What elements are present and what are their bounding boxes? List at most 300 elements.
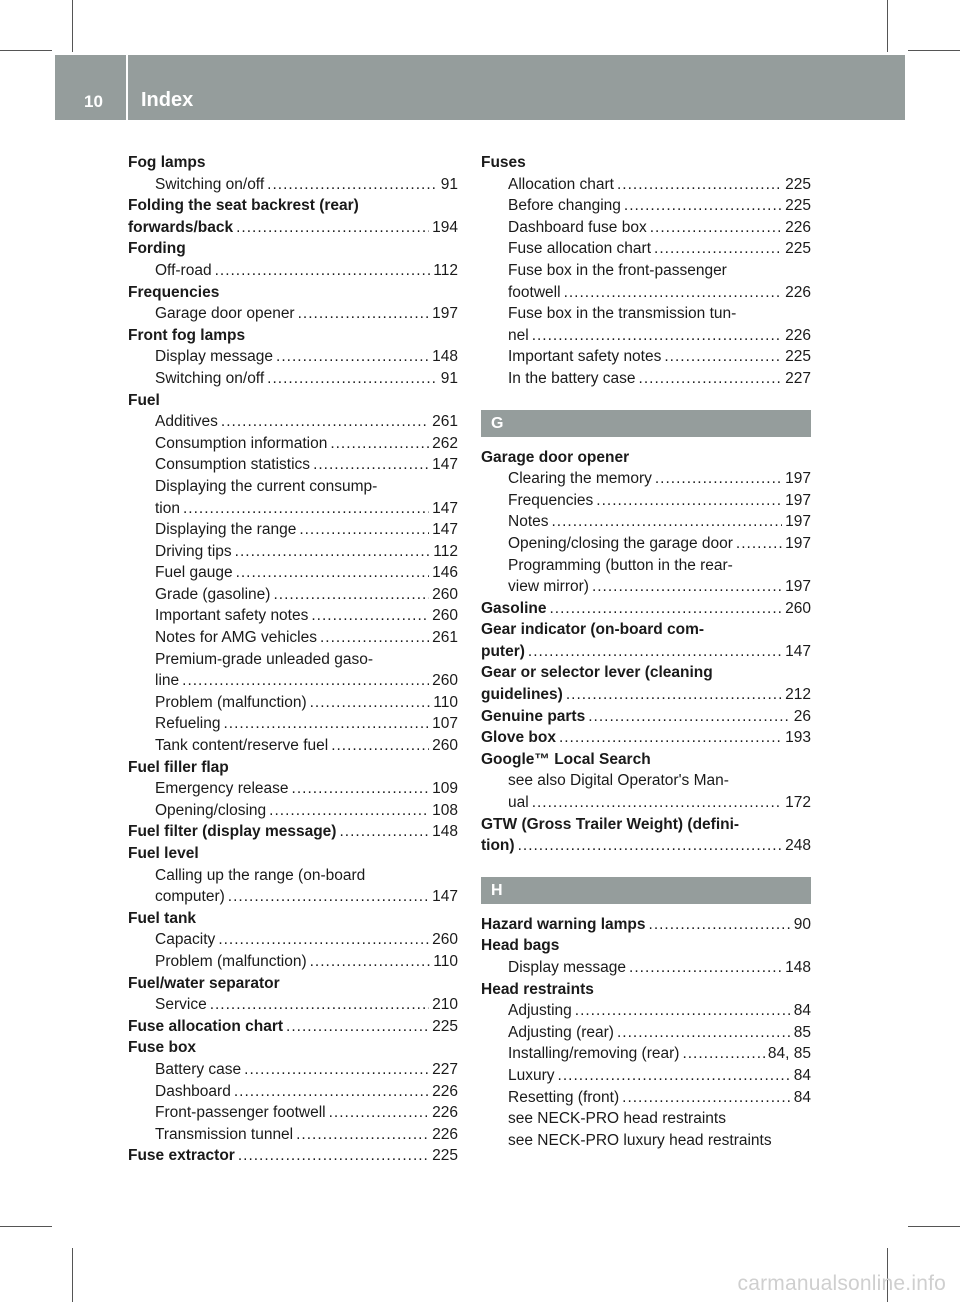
index-subentry [481,533,811,555]
dot-leader [218,929,429,951]
dot-leader [292,778,430,800]
dot-leader [528,641,782,663]
entry-label: Gear indicator (on-board com- [481,621,705,639]
index-subentry [481,1108,811,1130]
entry-label: Fuel filler flap [128,758,229,776]
index-column-left [128,152,458,1167]
dot-leader [215,260,431,282]
index-entry [481,935,811,957]
index-entry [128,1145,458,1167]
entry-label: Installing/removing (rear) [508,1045,680,1063]
page-reference: 225 [432,1147,458,1165]
dot-leader [552,511,783,533]
dot-leader [596,490,782,512]
page-reference: 84 [793,1066,811,1084]
index-subentry [128,1059,458,1081]
dot-leader [518,835,783,857]
page-reference: 90 [793,915,811,933]
dot-leader [549,598,782,620]
entry-label: Adjusting [508,1002,572,1020]
entry-label: Head restraints [481,980,594,998]
page-reference: 197 [432,305,458,323]
page-reference: 194 [432,218,458,236]
page-reference: 147 [432,521,458,539]
page-reference: 225 [785,348,811,366]
page-reference: 226 [785,326,811,344]
entry-label: Grade (gasoline) [155,585,271,603]
index-subentry [481,555,811,577]
entry-label: Switching on/off [155,369,265,387]
entry-label: line [155,672,180,690]
index-entry [481,641,811,663]
index-subentry [128,994,458,1016]
index-subentry [481,468,811,490]
entry-label: Fording [128,240,186,258]
dot-leader [649,914,791,936]
page-reference: 197 [785,491,811,509]
entry-label: Hazard warning lamps [481,915,646,933]
dot-leader [588,706,791,728]
dot-leader [639,368,783,390]
entry-label: Allocation chart [508,175,614,193]
entry-label: Fuse box in the front-passenger [508,261,727,279]
dot-leader [654,238,782,260]
index-subentry [481,770,811,792]
entry-label: see also Digital Operator's Man- [508,772,729,790]
section-title: Index [141,89,194,111]
page-reference: 110 [433,693,458,711]
page-reference: 212 [785,686,811,704]
entry-label: see NECK-PRO head restraints [508,1110,726,1128]
crop-mark [887,0,888,52]
index-entry [128,973,458,995]
page-reference: 193 [785,729,811,747]
dot-leader [736,533,782,555]
page-reference: 227 [432,1060,458,1078]
index-entry [481,979,811,1001]
page-reference: 197 [785,513,811,531]
index-subentry [128,951,458,973]
dot-leader [236,217,429,239]
dot-leader [682,1043,764,1065]
index-subentry [128,1124,458,1146]
index-subentry [481,576,811,598]
dot-leader [622,1087,791,1109]
page-reference: 225 [785,197,811,215]
dot-leader [664,346,782,368]
index-entry [128,217,458,239]
index-entry [128,325,458,347]
entry-label: footwell [508,283,561,301]
crop-mark [0,1226,52,1227]
index-entry [128,1037,458,1059]
page-reference: 260 [432,672,458,690]
index-subentry [128,519,458,541]
entry-label: Garage door opener [481,448,630,466]
index-subentry [128,454,458,476]
page-reference: 226 [432,1104,458,1122]
entry-label: Display message [155,348,274,366]
crop-mark [908,50,960,51]
index-subentry [128,886,458,908]
entry-label: Fuse allocation chart [128,1017,284,1035]
entry-label: Consumption statistics [155,456,311,474]
index-entry [481,835,811,857]
index-subentry [128,670,458,692]
entry-label: Problem (malfunction) [155,693,307,711]
entry-label: see NECK-PRO luxury head restraints [508,1131,772,1149]
dot-leader [182,670,429,692]
entry-label: ual [508,794,529,812]
page-reference: 226 [785,218,811,236]
index-subentry [481,1043,811,1065]
index-entry [481,706,811,728]
entry-label: Front fog lamps [128,326,246,344]
entry-label: Refueling [155,715,221,733]
index-subentry [128,929,458,951]
page-reference: 112 [433,261,458,279]
entry-label: Driving tips [155,542,232,560]
crop-mark [0,50,52,51]
entry-label: puter) [481,642,525,660]
dot-leader [339,821,429,843]
index-subentry [481,282,811,304]
entry-label: Programming (button in the rear- [508,556,733,574]
dot-leader [310,951,431,973]
entry-label: Fuel level [128,845,199,862]
entry-label: Before changing [508,197,621,215]
dot-leader [311,605,429,627]
page-reference: 261 [432,413,458,431]
entry-label: Fuse allocation chart [508,240,652,258]
dot-leader [286,1016,429,1038]
page-reference: 226 [432,1082,458,1100]
index-subentry [481,368,811,390]
entry-label: tion) [481,837,515,855]
index-subentry [128,605,458,627]
index-subentry [128,260,458,282]
page-reference: 147 [785,642,811,660]
index-subentry [481,490,811,512]
dot-leader [224,713,430,735]
entry-label: Adjusting (rear) [508,1023,614,1041]
crop-mark [72,1248,73,1302]
dot-leader [532,325,782,347]
entry-label: Displaying the range [155,521,297,539]
index-entry [481,598,811,620]
dot-leader [298,303,430,325]
index-subentry [128,476,458,498]
entry-label: Frequencies [128,283,220,301]
index-subentry [128,433,458,455]
page-reference: 260 [785,599,811,617]
entry-label: Front-passenger footwell [155,1104,326,1122]
index-subentry [128,1081,458,1103]
page-reference: 260 [432,931,458,949]
entry-label: Fuel filter (display message) [128,823,337,841]
index-subentry [481,303,811,325]
page-reference: 260 [432,585,458,603]
index-entry [481,727,811,749]
dot-leader [183,498,429,520]
dot-leader [330,433,429,455]
dot-leader [331,735,429,757]
entry-label: Head bags [481,937,560,955]
entry-label: guidelines) [481,686,563,704]
index-entry [128,195,458,217]
page-reference: 227 [785,369,811,387]
dot-leader [244,1059,429,1081]
index-subentry [481,1022,811,1044]
page-reference: 197 [785,470,811,488]
dot-leader [236,562,430,584]
page-reference: 84 [793,1088,811,1106]
index-entry [128,238,458,260]
dot-leader [313,454,429,476]
index-subentry [481,792,811,814]
dot-leader [234,1081,429,1103]
page-reference: 260 [432,607,458,625]
entry-label: Service [155,996,207,1014]
dot-leader [329,1102,430,1124]
dot-leader [532,792,782,814]
entry-label: Tank content/reserve fuel [155,737,329,755]
dot-leader [235,541,431,563]
index-subentry [481,346,811,368]
index-entry [128,757,458,779]
entry-label: Switching on/off [155,175,265,193]
crop-mark [72,0,73,52]
index-entry [481,684,811,706]
entry-label: Capacity [155,931,216,949]
entry-label: Dashboard fuse box [508,218,647,236]
entry-label: Fuel tank [128,909,197,927]
watermark: carmanualsonline.info [737,1272,946,1295]
entry-label: Fuel/water separator [128,974,280,992]
entry-label: Notes [508,513,549,531]
entry-label: computer) [155,888,225,906]
entry-label: Opening/closing the garage door [508,534,733,552]
entry-label: forwards/back [128,218,234,236]
page-reference: 91 [440,175,458,193]
index-entry [128,843,458,865]
page-reference: 147 [432,456,458,474]
entry-label: Google™ Local Search [481,750,651,768]
index-subentry [128,562,458,584]
index-subentry [128,368,458,390]
entry-label: Displaying the current consump- [155,477,378,495]
dot-leader [267,368,438,390]
entry-label: Fog lamps [128,154,206,171]
entry-label: Consumption information [155,434,328,452]
dot-leader [592,576,782,598]
index-entry [481,914,811,936]
index-entry [481,662,811,684]
index-subentry [481,511,811,533]
page-reference: 84, 85 [767,1045,811,1063]
index-subentry [128,865,458,887]
entry-label: Glove box [481,729,556,747]
entry-label: Garage door opener [155,305,295,323]
dot-leader [299,519,429,541]
dot-leader [624,195,782,217]
page-reference: 84 [793,1002,811,1020]
entry-label: nel [508,326,529,344]
entry-label: Fuel [128,391,160,409]
page-reference: 226 [432,1125,458,1143]
entry-label: Transmission tunnel [155,1125,294,1143]
page-reference: 262 [432,434,458,452]
dot-leader [558,1065,791,1087]
index-entry [481,749,811,771]
entry-label: In the battery case [508,369,636,387]
dot-leader [617,1022,791,1044]
entry-label: Problem (malfunction) [155,952,307,970]
page-reference: 197 [785,578,811,596]
page-reference: 225 [432,1017,458,1035]
entry-label: Fuse box [128,1039,197,1057]
page-reference: 109 [432,780,458,798]
dot-leader [238,1145,429,1167]
page-reference: 148 [785,959,811,976]
page-reference: 197 [785,534,811,552]
index-subentry [128,649,458,671]
dot-leader [655,468,782,490]
page-number: 10 [84,92,103,111]
entry-label: Dashboard [155,1082,231,1100]
dot-leader [228,886,429,908]
index-subentry [128,584,458,606]
entry-label: Clearing the memory [508,470,652,488]
entry-label: Notes for AMG vehicles [155,629,317,647]
dot-leader [564,282,783,304]
entry-label: Fuel gauge [155,564,233,582]
page-reference: 225 [785,175,811,193]
page-reference: 26 [793,707,811,725]
entry-label: Folding the seat backrest (rear) [128,197,359,215]
entry-label: Emergency release [155,780,289,798]
dot-leader [269,800,429,822]
entry-label: Luxury [508,1066,555,1084]
entry-label: Calling up the range (on-board [155,866,366,884]
page-reference: 147 [432,888,458,906]
page-reference: 91 [440,369,458,387]
page-reference: 261 [432,629,458,647]
index-subentry [481,1065,811,1087]
entry-label: Gasoline [481,599,547,617]
index-subentry [128,541,458,563]
index-subentry [481,1087,811,1109]
page-reference: 226 [785,283,811,301]
entry-label: Genuine parts [481,707,586,725]
index-subentry [128,303,458,325]
index-entry [128,282,458,304]
header-divider [126,55,128,120]
page-reference: 147 [432,499,458,517]
index-letter-heading: G [481,410,811,437]
index-subentry [128,1102,458,1124]
page-reference: 85 [793,1023,811,1041]
page-reference: 210 [432,996,458,1014]
dot-leader [575,1000,791,1022]
page-reference: 108 [432,801,458,819]
index-subentry [128,692,458,714]
index-subentry [128,713,458,735]
index-subentry [128,174,458,196]
index-subentry [128,735,458,757]
page-reference: 110 [433,952,458,970]
dot-leader [310,692,431,714]
index-subentry [481,260,811,282]
entry-label: Battery case [155,1060,242,1078]
index-subentry [481,325,811,347]
entry-label: Premium-grade unleaded gaso- [155,650,373,668]
entry-label: Important safety notes [508,348,662,366]
index-subentry [481,1000,811,1022]
entry-label: tion [155,499,180,517]
entry-label: Display message [508,959,627,976]
page-reference: 148 [432,348,458,366]
page-reference: 146 [432,564,458,582]
index-subentry [481,174,811,196]
dot-leader [650,217,782,239]
dot-leader [210,994,429,1016]
crop-mark [908,1226,960,1227]
page-reference: 248 [785,837,811,855]
index-subentry [128,800,458,822]
index-subentry [481,195,811,217]
entry-label: Fuse box in the transmission tun- [508,305,737,323]
entry-label: Fuse extractor [128,1147,235,1165]
page-reference: 107 [432,715,458,733]
entry-label: Resetting (front) [508,1088,620,1106]
entry-label: Frequencies [508,491,594,509]
entry-label: Fuses [481,154,526,171]
index-subentry [128,411,458,433]
dot-leader [296,1124,429,1146]
entry-label: Off-road [155,261,212,279]
entry-label: Opening/closing [155,801,267,819]
dot-leader [267,174,438,196]
index-entry [481,447,811,469]
dot-leader [566,684,782,706]
page-reference: 260 [432,737,458,755]
dot-leader [273,584,429,606]
dot-leader [276,346,429,368]
index-entry [128,821,458,843]
entry-label: Additives [155,413,218,431]
dot-leader [221,411,429,433]
dot-leader [320,627,429,649]
page-reference: 172 [785,794,811,812]
entry-label: Gear or selector lever (cleaning [481,664,713,682]
index-letter-heading: H [481,877,811,904]
index-entry [481,814,811,836]
entry-label: view mirror) [508,578,589,596]
index-subentry [128,627,458,649]
index-subentry [128,346,458,368]
page-reference: 112 [433,542,458,560]
index-column-right [481,152,811,1151]
dot-leader [559,727,782,749]
index-subentry [128,778,458,800]
index-entry [128,390,458,412]
index-subentry [481,1130,811,1152]
index-subentry [481,238,811,260]
index-entry [128,1016,458,1038]
entry-label: GTW (Gross Trailer Weight) (defini- [481,815,740,833]
page-reference: 225 [785,240,811,258]
